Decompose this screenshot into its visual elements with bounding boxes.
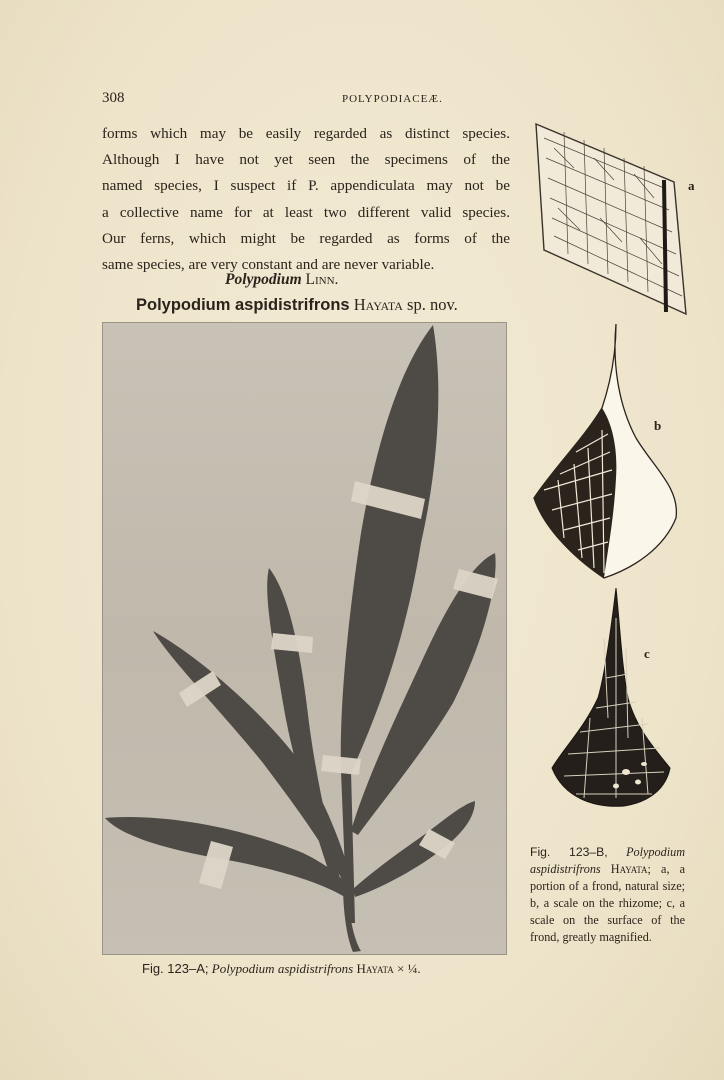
genus-heading — [225, 271, 338, 289]
body-line: a collective name for at least two different valid species. — [102, 203, 510, 221]
drawing-b-rhizome-scale — [534, 324, 676, 578]
figure-b-caption — [530, 844, 685, 946]
species-author: Hayata — [353, 295, 403, 314]
body-line: Our ferns, which might be regarded as forms of the — [102, 229, 510, 247]
figure-b-label: Fig. 123–B, — [530, 845, 608, 859]
figure-b-author: Hayata; — [610, 862, 651, 876]
figure-a-scale: × ¼. — [397, 961, 421, 976]
panel-label-a: a — [688, 178, 695, 193]
body-line: Although I have not yet seen the specimens of the — [102, 151, 510, 169]
specimen-photograph — [102, 322, 507, 955]
running-head: POLYPODIACEÆ. — [342, 93, 443, 105]
genus-name: Polypodium — [225, 271, 302, 288]
panel-label-c: c — [644, 646, 650, 661]
figure-a-caption — [142, 961, 502, 977]
species-note: sp. nov. — [407, 295, 458, 314]
figure-b-taxon: Polypodium aspidistrifrons — [530, 845, 685, 876]
figure-a-taxon: Polypodium aspidistrifrons — [211, 961, 354, 976]
drawing-a-frond-portion — [536, 124, 686, 314]
panel-label-b: b — [654, 418, 662, 433]
genus-author: Linn. — [305, 271, 339, 288]
body-paragraph — [102, 121, 510, 278]
figure-a-author: Hayata — [356, 961, 394, 976]
page-number: 308 — [102, 90, 125, 106]
body-line: forms which may be easily regarded as distinct species. — [102, 125, 510, 142]
frond-illustration — [103, 323, 506, 954]
body-line: same species, are very constant and are never variable. — [102, 256, 435, 274]
body-line: named species, I suspect if P. appendiculata may not be — [102, 177, 510, 195]
scale-drawings — [524, 118, 704, 838]
species-heading — [136, 295, 508, 315]
figure-b-description: a, a portion of a frond, natural size; b, a scale on the rhizome; c, a scale on the surface of the frond, greatly magnified. — [530, 862, 686, 944]
figure-a-label: Fig. 123–A; — [142, 961, 209, 976]
drawing-c-surface-scale — [552, 588, 670, 806]
species-name: Polypodium aspidistrifrons — [136, 296, 350, 314]
